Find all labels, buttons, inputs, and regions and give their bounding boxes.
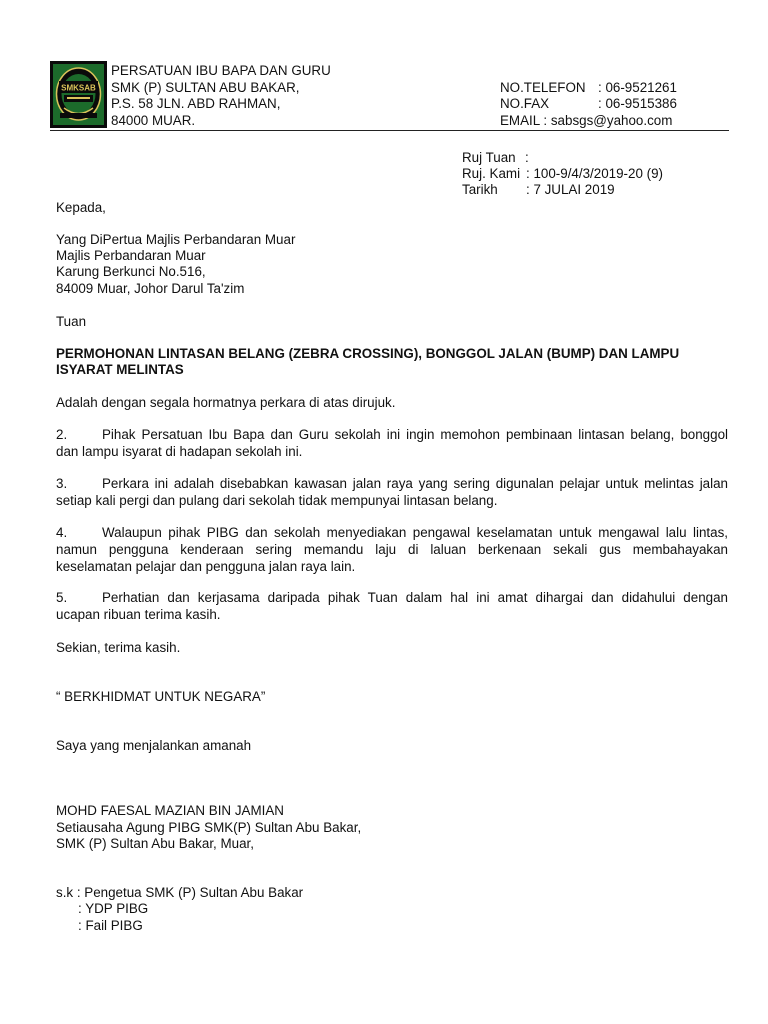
paragraph-number: 5. (56, 590, 68, 605)
paragraph-number: 4. (56, 525, 68, 540)
ref-kami-label: Ruj. Kami (462, 166, 521, 181)
paragraph-number: 3. (56, 476, 68, 491)
signatory-school: SMK (P) Sultan Abu Bakar, Muar, (56, 836, 254, 851)
opening-paragraph: Adalah dengan segala hormatnya perkara di atas dirujuk. (56, 395, 396, 410)
signatory-title: Setiausaha Agung PIBG SMK(P) Sultan Abu Bakar, (56, 820, 362, 835)
paragraph-number: 2. (56, 427, 68, 442)
header-divider (50, 130, 729, 131)
fax-label: NO.FAX (500, 96, 550, 111)
closing: Sekian, terima kasih. (56, 640, 181, 655)
email-line: EMAIL : sabsgs@yahoo.com (500, 113, 673, 128)
paragraph-text: ucapan ribuan terima kasih. (56, 606, 221, 622)
recipient-line: Yang DiPertua Majlis Perbandaran Muar (56, 232, 296, 247)
fax-value: : 06-9515386 (598, 96, 677, 111)
cc-line: s.k : Pengetua SMK (P) Sultan Abu Bakar (56, 885, 304, 900)
telephone-label: NO.TELEFON (500, 80, 586, 95)
date-value: : 7 JULAI 2019 (526, 182, 615, 197)
salutation-to: Kepada, (56, 200, 106, 215)
greeting: Tuan (56, 314, 87, 329)
ref-kami-value: : 100-9/4/3/2019-20 (9) (526, 166, 663, 181)
paragraph-text: setiap kali pergi dan pulang dari sekolah tidak mempunyai lintasan belang. (56, 492, 498, 508)
motto: “ BERKHIDMAT UNTUK NEGARA” (56, 689, 266, 704)
org-address-line: P.S. 58 JLN. ABD RAHMAN, (111, 96, 281, 111)
ref-tuan-value: : (525, 150, 529, 165)
paragraph-text: Perhatian dan kerjasama daripada pihak Tuan dalam hal ini amat dihargai dan didahului dengan (102, 590, 728, 605)
telephone-value: : 06-9521261 (598, 80, 677, 95)
cc-line: : YDP PIBG (78, 901, 149, 916)
paragraph-text: Perkara ini adalah disebabkan kawasan jalan raya yang sering digunalan pelajar untuk melintas jalan (102, 476, 728, 491)
paragraph-text: dan lampu isyarat di hadapan sekolah ini. (56, 443, 303, 459)
org-address-line: 84000 MUAR. (111, 113, 196, 128)
paragraph-text: namun pengguna kenderaan sering memandu laju di laluan berkenaan sekali gus membahayakan (56, 541, 728, 557)
school-crest-icon (50, 61, 107, 128)
org-name: PERSATUAN IBU BAPA DAN GURU (111, 63, 331, 78)
signatory-name: MOHD FAESAL MAZIAN BIN JAMIAN (56, 803, 284, 818)
subject-line: ISYARAT MELINTAS (56, 362, 184, 377)
subject-line: PERMOHONAN LINTASAN BELANG (ZEBRA CROSSING), BONGGOL JALAN (BUMP) DAN LAMPU (56, 346, 680, 361)
paragraph-2 (56, 427, 728, 461)
cc-line: : Fail PIBG (78, 918, 143, 933)
paragraph-3 (56, 476, 728, 510)
svg-text:SMKSAB: SMKSAB (61, 83, 96, 93)
paragraph-text: Walaupun pihak PIBG dan sekolah menyediakan pengawal keselamatan untuk mengawal lalu lintas, (102, 525, 728, 540)
date-label: Tarikh (462, 182, 498, 197)
sign-intro: Saya yang menjalankan amanah (56, 738, 252, 753)
ref-tuan-label: Ruj Tuan (462, 150, 516, 165)
recipient-line: 84009 Muar, Johor Darul Ta'zim (56, 281, 245, 296)
paragraph-text: keselamatan pelajar dan pengguna jalan raya lain. (56, 558, 356, 574)
paragraph-4 (56, 525, 728, 575)
paragraph-text: Pihak Persatuan Ibu Bapa dan Guru sekolah ini ingin memohon pembinaan lintasan belang, bonggol (102, 427, 728, 442)
org-address-line: SMK (P) SULTAN ABU BAKAR, (111, 80, 300, 95)
paragraph-5 (56, 590, 728, 624)
recipient-line: Majlis Perbandaran Muar (56, 248, 206, 263)
recipient-line: Karung Berkunci No.516, (56, 264, 206, 279)
